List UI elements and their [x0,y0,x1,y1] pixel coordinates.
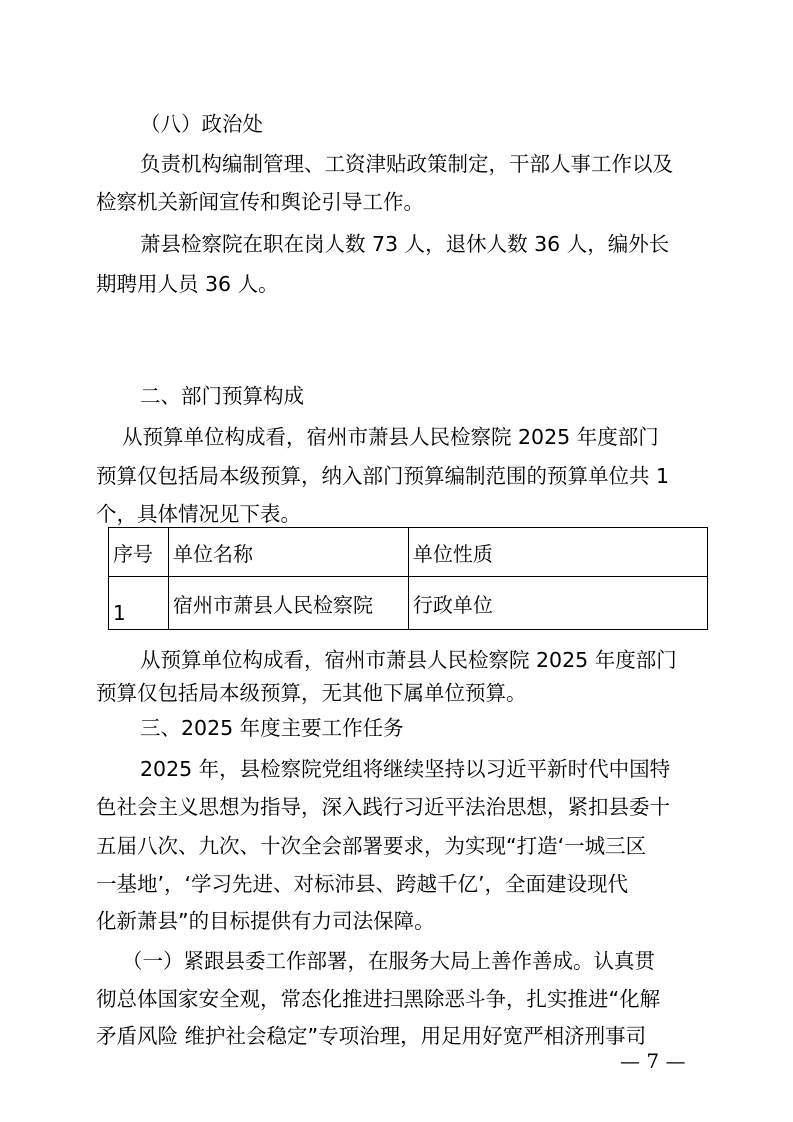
section-8-heading: （八）政治处 [140,112,263,136]
section-3-para-2-line-3: 矛盾风险 维护社会稳定”专项治理，用足用好宽严相济刑事司 [96,1024,647,1048]
section-3-para-1-line-4: 一基地’，‘学习先进、对标沛县、跨越千亿’，全面建设现代 [96,872,629,896]
section-3-para-2-line-2: 彻总体国家安全观，常态化推进扫黑除恶斗争，扎实推进“化解 [96,987,661,1011]
section-3-para-1-line-1: 2025 年，县检察院党组将继续坚持以习近平新时代中国特 [140,757,671,781]
section-2-intro-line-3: 个，具体情况见下表。 [96,502,301,526]
table-header-unit-type: 单位性质 [408,528,707,577]
table-row [109,577,708,630]
section-2-after-line-1: 从预算单位构成看，宿州市萧县人民检察院 2025 年度部门 [140,648,677,672]
section-3-para-1-line-5: 化新萧县”的目标提供有力司法保障。 [96,909,435,933]
table-cell-unit-type: 行政单位 [408,577,707,630]
section-3-para-2-line-1: （一）紧跟县委工作部署，在服务大局上善作善成。认真贯 [122,949,655,973]
section-2-intro-line-2: 预算仅包括局本级预算，纳入部门预算编制范围的预算单位共 1 [96,464,670,488]
staff-count-line-1: 萧县检察院在职在岗人数 73 人，退休人数 36 人，编外长 [140,232,670,256]
page-number: — 7 — [620,1049,686,1073]
section-3-heading: 三、2025 年度主要工作任务 [140,716,404,740]
section-8-line-1: 负责机构编制管理、工资津贴政策制定，干部人事工作以及 [140,152,673,176]
table-header-index: 序号 [109,528,169,577]
section-3-para-1-line-3: 五届八次、九次、十次全会部署要求，为实现“打造‘一城三区 [96,834,647,858]
staff-count-line-2: 期聘用人员 36 人。 [96,272,279,296]
budget-unit-table [108,527,708,630]
table-cell-unit-name: 宿州市萧县人民检察院 [168,577,408,630]
section-8-line-2: 检察机关新闻宣传和舆论引导工作。 [96,190,424,214]
section-2-after-line-2: 预算仅包括局本级预算，无其他下属单位预算。 [96,681,527,705]
section-2-heading: 二、部门预算构成 [140,384,304,408]
table-cell-index: 1 [109,577,169,630]
table-header-row [109,528,708,577]
table-header-unit-name: 单位名称 [168,528,408,577]
section-3-para-1-line-2: 色社会主义思想为指导，深入践行习近平法治思想，紧扣县委十 [96,795,670,819]
section-2-intro-line-1: 从预算单位构成看，宿州市萧县人民检察院 2025 年度部门 [122,425,659,449]
